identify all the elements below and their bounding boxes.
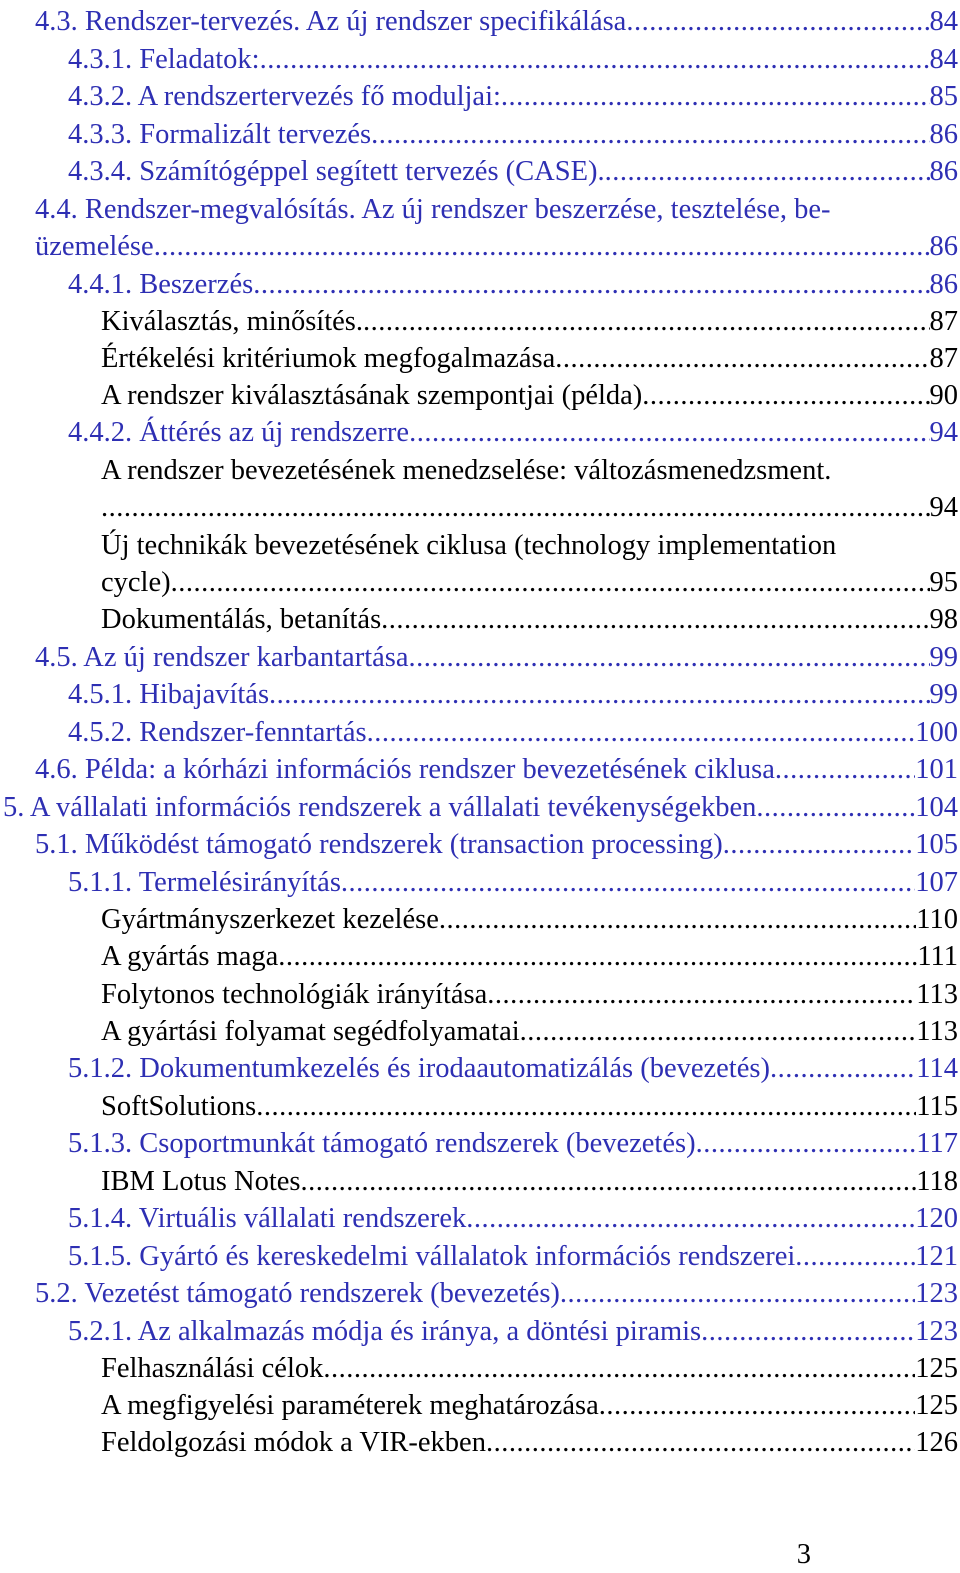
toc-entry-page: 86: [929, 269, 958, 300]
toc-entry[interactable]: [0, 1200, 958, 1237]
toc-entry[interactable]: [0, 527, 958, 564]
toc-entry-page: 113: [916, 979, 958, 1010]
toc-entry-page: 117: [916, 1128, 958, 1159]
toc-entry-page: 126: [915, 1427, 958, 1458]
toc-entry-title: 4.3.4. Számítógéppel segített tervezés (CASE).: [68, 156, 605, 187]
toc-entry-title: Felhasználási célok: [101, 1353, 324, 1384]
dot-leader: [555, 340, 929, 377]
toc-entry-page: 121: [915, 1241, 958, 1272]
dot-leader: [409, 639, 930, 676]
toc-entry-title: Kiválasztás, minősítés.: [101, 306, 363, 337]
toc-entry-page: 115: [916, 1091, 958, 1122]
toc-entry-page: 94: [929, 417, 958, 448]
dot-leader: [642, 377, 929, 414]
toc-entry-page: 86: [929, 119, 958, 150]
toc-entry-title: 5.1.2. Dokumentumkezelés és irodaautomatizálás (bevezetés): [68, 1053, 770, 1084]
toc-entry[interactable]: [0, 1013, 958, 1050]
dot-leader: [599, 1387, 916, 1424]
dot-leader: [101, 489, 930, 526]
toc-entry[interactable]: [0, 266, 958, 303]
toc-entry-page: 123: [915, 1316, 958, 1347]
toc-entry-page: 125: [915, 1390, 958, 1421]
toc-entry-page: 113: [916, 1016, 958, 1047]
dot-leader: [323, 1350, 915, 1387]
toc-entry[interactable]: [0, 976, 958, 1013]
toc-entry-page: 95: [929, 567, 958, 598]
toc-entry[interactable]: [0, 864, 958, 901]
toc-entry-title: A gyártás maga: [101, 941, 279, 972]
toc-entry[interactable]: [0, 714, 958, 751]
toc-entry[interactable]: [0, 1088, 958, 1125]
dot-leader: [520, 1013, 917, 1050]
toc-entry-title: 5.2. Vezetést támogató rendszerek (bevezetés): [35, 1278, 560, 1309]
toc-entry[interactable]: [0, 901, 958, 938]
toc-entry-title: SoftSolutions: [101, 1091, 257, 1122]
toc-entry-title: 5.2.1. Az alkalmazás módja és iránya, a döntési piramis: [68, 1316, 702, 1347]
dot-leader: [439, 901, 916, 938]
toc-entry-page: 84: [929, 44, 958, 75]
toc-entry-page: 118: [916, 1166, 958, 1197]
dot-leader: [501, 78, 930, 115]
toc-entry[interactable]: [0, 377, 958, 414]
toc-entry[interactable]: [0, 564, 958, 601]
toc-entry[interactable]: [0, 676, 958, 713]
toc-entry-page: 107: [915, 867, 958, 898]
toc-entry[interactable]: [0, 489, 958, 526]
toc-entry-title: 4.6. Példa: a kórházi információs rendszer bevezetésének ciklusa: [35, 754, 775, 785]
dot-leader: [363, 303, 930, 340]
toc-entry[interactable]: [0, 938, 958, 975]
dot-leader: [154, 228, 930, 265]
toc-entry-title: 4.5. Az új rendszer karbantartása: [35, 642, 409, 673]
toc-entry-page: 84: [929, 6, 958, 37]
toc-entry[interactable]: [0, 1387, 958, 1424]
toc-entry-page: 114: [916, 1053, 958, 1084]
toc-entry-title: Folytonos technológiák irányítása: [101, 979, 488, 1010]
dot-leader: [605, 153, 930, 190]
toc-entry[interactable]: [0, 414, 958, 451]
toc-entry-page: 99: [929, 679, 958, 710]
dot-leader: [486, 1424, 915, 1461]
dot-leader: [696, 1125, 917, 1162]
toc-entry-title: A gyártási folyamat segédfolyamatai: [101, 1016, 520, 1047]
toc-entry-title: 4.3. Rendszer-tervezés. Az új rendszer specifikálása: [35, 6, 627, 37]
toc-entry-page: 86: [929, 156, 958, 187]
dot-leader: [301, 1163, 917, 1200]
toc-entry-page: 98: [929, 604, 958, 635]
toc-entry-page: 100: [915, 717, 958, 748]
toc-entry[interactable]: [0, 340, 958, 377]
dot-leader: [409, 414, 929, 451]
toc-entry-page: 90: [929, 380, 958, 411]
toc-entry-page: 105: [915, 829, 958, 860]
dot-leader: [341, 864, 915, 901]
toc-entry-page: 123: [915, 1278, 958, 1309]
toc-entry-page: 104: [915, 792, 958, 823]
toc-entry[interactable]: [0, 789, 958, 826]
dot-leader: [260, 41, 930, 78]
toc-entry[interactable]: [0, 1313, 958, 1350]
toc-entry-page: 111: [917, 941, 958, 972]
toc-entry[interactable]: [0, 826, 958, 863]
toc-entry[interactable]: [0, 3, 958, 40]
toc-entry-title: 4.3.1. Feladatok:: [68, 44, 260, 75]
dot-leader: [560, 1275, 915, 1312]
toc-entry-title: Értékelési kritériumok megfogalmazása: [101, 343, 556, 374]
dot-leader: [253, 266, 929, 303]
toc-entry[interactable]: [0, 1275, 958, 1312]
toc-entry-title: Gyártmányszerkezet kezelése: [101, 904, 439, 935]
toc-entry-page: 101: [915, 754, 958, 785]
toc-entry-title: 4.5.2. Rendszer-fenntartás: [68, 717, 367, 748]
dot-leader: [278, 938, 917, 975]
toc-entry[interactable]: [0, 41, 958, 78]
toc-entry-page: 86: [929, 231, 958, 262]
toc-entry[interactable]: [0, 228, 958, 265]
dot-leader: [723, 826, 915, 863]
toc-entry-title: A rendszer kiválasztásának szempontjai (példa): [101, 380, 643, 411]
toc-entry-title: IBM Lotus Notes: [101, 1166, 301, 1197]
dot-leader: [381, 601, 929, 638]
dot-leader: [795, 1238, 915, 1275]
toc-entry-page: 87: [929, 343, 958, 374]
toc-entry[interactable]: [0, 78, 958, 115]
toc-entry[interactable]: [0, 153, 958, 190]
dot-leader: [770, 1050, 916, 1087]
toc-entry-page: 120: [915, 1203, 958, 1234]
toc-entry[interactable]: [0, 1163, 958, 1200]
toc-entry-page: 99: [929, 642, 958, 673]
toc-entry[interactable]: [0, 452, 958, 489]
toc-entry-title: A rendszer bevezetésének menedzselése: változásmenedzsment.: [101, 455, 832, 486]
dot-leader: [466, 1200, 915, 1237]
toc-entry[interactable]: [0, 1125, 958, 1162]
toc-entry-title: Dokumentálás, betanítás: [101, 604, 382, 635]
dot-leader: [701, 1313, 915, 1350]
toc-entry-title: 5.1.1. Termelésirányítás: [68, 867, 341, 898]
toc-entry-title: 5.1.4. Virtuális vállalati rendszerek: [68, 1203, 467, 1234]
toc-entry[interactable]: [0, 191, 958, 228]
toc-entry[interactable]: [0, 1050, 958, 1087]
toc-entry[interactable]: [0, 1424, 958, 1461]
toc-entry-page: 85: [929, 81, 958, 112]
toc-entry-title: 4.3.2. A rendszertervezés fő moduljai:: [68, 81, 501, 112]
toc-entry[interactable]: [0, 1238, 958, 1275]
toc-entry-title: 4.3.3. Formalizált tervezés: [68, 119, 372, 150]
dot-leader: [367, 714, 916, 751]
dot-leader: [626, 3, 929, 40]
toc-entry-page: 94: [929, 492, 958, 523]
toc-entry-title: A megfigyelési paraméterek meghatározása: [101, 1390, 599, 1421]
dot-leader: [171, 564, 930, 601]
toc-entry[interactable]: [0, 639, 958, 676]
dot-leader: [487, 976, 916, 1013]
toc-entry-title: 5.1.5. Gyártó és kereskedelmi vállalatok információs rendszerei: [68, 1241, 796, 1272]
dot-leader: [256, 1088, 916, 1125]
toc-entry-title: 4.4. Rendszer-megvalósítás. Az új rendszer beszerzése, tesztelése, be-: [35, 194, 831, 225]
toc-entry-title: 5.1.3. Csoportmunkát támogató rendszerek (bevezetés): [68, 1128, 696, 1159]
toc-entry-title: üzemelése: [35, 231, 154, 262]
toc-entry-page: 87: [929, 306, 958, 337]
toc-entry-title: 4.4.2. Áttérés az új rendszerre: [68, 417, 410, 448]
toc-entry-title: 5. A vállalati információs rendszerek a vállalati tevékenységekben: [3, 792, 757, 823]
toc-entry-title: Feldolgozási módok a VIR-ekben: [101, 1427, 486, 1458]
toc-entry[interactable]: [0, 751, 958, 788]
toc-entry-title: cycle): [101, 567, 171, 598]
toc-entry[interactable]: [0, 1350, 958, 1387]
toc-entry[interactable]: [0, 601, 958, 638]
page-number: 3: [796, 1539, 811, 1570]
toc-entry-page: 125: [915, 1353, 958, 1384]
dot-leader: [775, 751, 915, 788]
dot-leader: [756, 789, 915, 826]
toc-entry-page: 110: [916, 904, 958, 935]
toc-entry-title: Új technikák bevezetésének ciklusa (technology implementation: [101, 530, 837, 561]
toc-entry-title: 5.1. Működést támogató rendszerek (transaction processing): [35, 829, 723, 860]
dot-leader: [371, 116, 929, 153]
toc-entry-title: 4.5.1. Hibajavítás: [68, 679, 270, 710]
dot-leader: [269, 676, 929, 713]
toc-entry-title: 4.4.1. Beszerzés: [68, 269, 254, 300]
toc-entry[interactable]: [0, 116, 958, 153]
toc-entry[interactable]: [0, 303, 958, 340]
